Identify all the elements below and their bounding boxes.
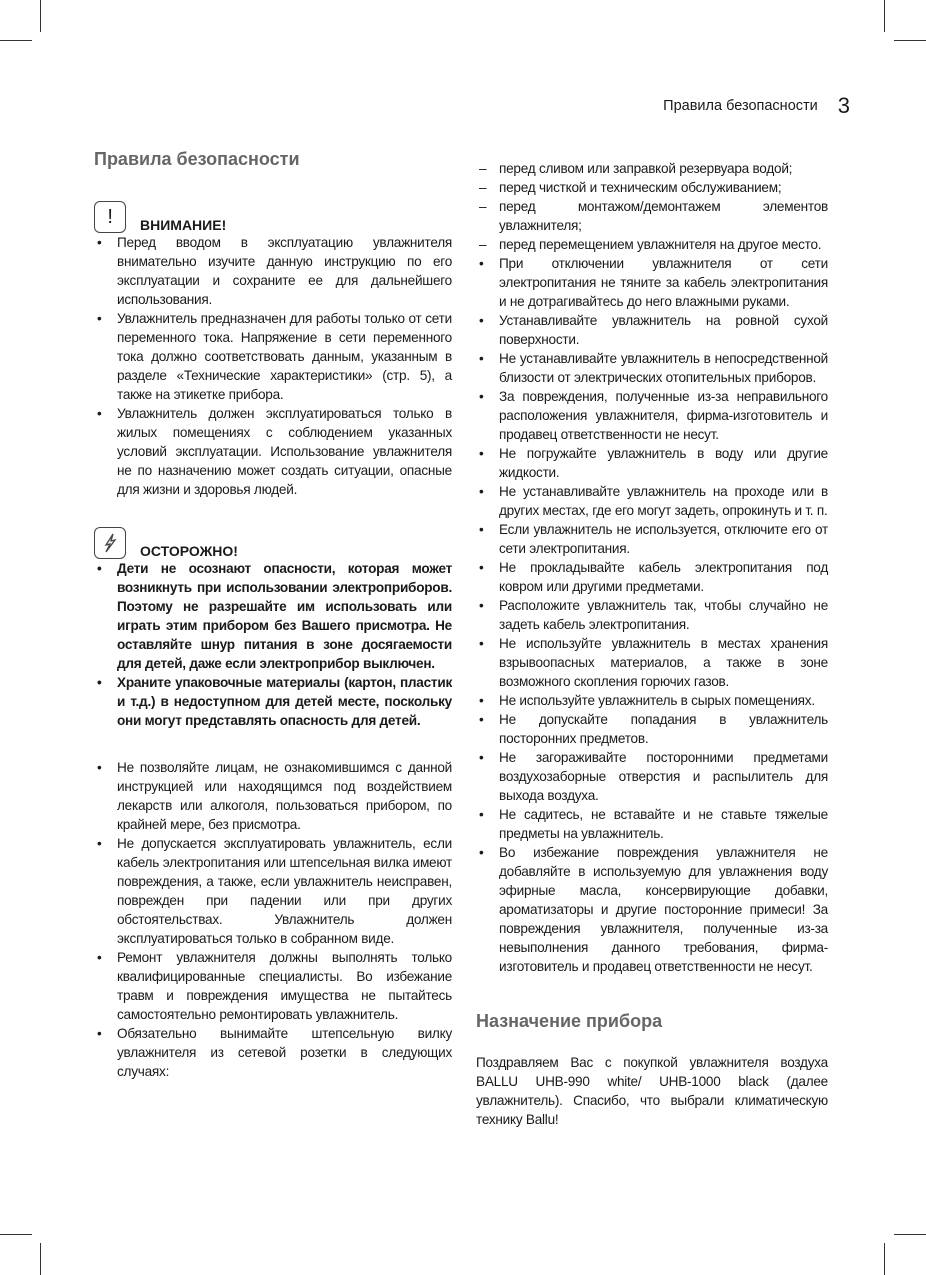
list-item: – перед монтажом/демонтажем элементов увлажнителя; xyxy=(479,199,828,233)
dash-list xyxy=(476,159,828,254)
list-item: • Не устанавливайте увлажнитель на проходе или в других местах, где его могут задеть, опрокинуть и т. п. xyxy=(479,484,828,518)
attention-label: ВНИМАНИЕ! xyxy=(140,217,227,233)
list-item: • Увлажнитель предназначен для работы только от сети переменного тока. Напряжение в сети переменного тока должно соответствовать данным, указанным в разделе «Технические характеристики» (стр. 5), а также на этикетке прибора. xyxy=(97,311,452,402)
list-item: • Ремонт увлажнителя должны выполнять только квалифицированные специалисты. Во избежание травм и повреждения имущества не пытайтесь самостоятельно ремонтировать увлажнитель. xyxy=(97,950,452,1022)
right-column xyxy=(476,159,828,1129)
caution-label: ОСТОРОЖНО! xyxy=(140,543,238,559)
list-item: • Не садитесь, не вставайте и не ставьте тяжелые предметы на увлажнитель. xyxy=(479,807,828,841)
list-item: – перед чисткой и техническим обслуживанием; xyxy=(479,180,782,195)
crop-mark xyxy=(894,40,926,41)
list-item: • Перед вводом в эксплуатацию увлажнителя внимательно изучите данную инструкцию по его эксплуатации и сохраните ее для дальнейшего использования. xyxy=(97,235,452,307)
attention-block xyxy=(94,195,452,233)
list-item: • Не позволяйте лицам, не ознакомившимся с данной инструкцией или находящимся под воздействием лекарств или алкоголя, пользоваться прибором, по крайней мере, без присмотра. xyxy=(97,760,452,832)
list-item: • Не используйте увлажнитель в сырых помещениях. xyxy=(479,693,815,708)
list-item: • Обязательно вынимайте штепсельную вилку увлажнителя из сетевой розетки в следующих случаях: xyxy=(97,1026,452,1079)
left-column xyxy=(94,150,452,1081)
list-item: • Во избежание повреждения увлажнителя не добавляйте в используемую для увлажнения воду эфирные масла, консервирующие добавки, ароматизаторы и другие посторонние примеси! За повреждения увлажнителя, полученные из-за невыполнения данного требования, фирма-изготовитель и продавец ответственности не несут. xyxy=(479,845,828,974)
running-header xyxy=(600,94,850,118)
header-title: Правила безопасности xyxy=(663,98,818,114)
crop-mark xyxy=(40,1243,41,1275)
caution-block xyxy=(94,521,452,559)
safety-list-continued xyxy=(476,254,828,976)
crop-mark xyxy=(894,1234,926,1235)
page-number: 3 xyxy=(837,93,850,118)
list-item: • Не загораживайте посторонними предметами воздухозаборные отверстия и распылитель для выхода воздуха. xyxy=(479,750,828,803)
purpose-heading: Назначение прибора xyxy=(476,1011,663,1031)
list-item: • За повреждения, полученные из-за неправильного расположения увлажнителя, фирма-изготовитель и продавец ответственности не несут. xyxy=(479,389,828,442)
exclamation-icon: ! xyxy=(94,201,126,233)
crop-mark xyxy=(0,40,32,41)
list-item: • Не допускается эксплуатировать увлажнитель, если кабель электропитания или штепсельная вилка имеют повреждения, а также, если увлажнитель неисправен, поврежден при падении или при других обстоятельствах. Увлажнитель должен эксплуатироваться только в собранном виде. xyxy=(97,836,452,946)
list-item: • Не погружайте увлажнитель в воду или другие жидкости. xyxy=(479,446,828,480)
list-item: • Не используйте увлажнитель в местах хранения взрывоопасных материалов, а также в зоне возможного скопления горючих газов. xyxy=(479,636,828,689)
safety-list xyxy=(94,758,452,1081)
list-item: • Храните упаковочные материалы (картон, пластик и т.д.) в недоступном для детей месте, поскольку они могут представлять опасность для детей. xyxy=(97,675,452,728)
list-item: • Увлажнитель должен эксплуатироваться только в жилых помещениях с соблюдением указанных условий эксплуатации. Использование увлажнителя не по назначению может создать ситуации, опасные для жизни и здоровья людей. xyxy=(97,406,452,497)
purpose-text: Поздравляем Вас с покупкой увлажнителя воздуха BALLU UHB-990 white/ UHB-1000 black (далее увлажнитель). Спасибо, что выбрали климатическую технику Ballu! xyxy=(476,1055,828,1127)
list-item: • При отключении увлажнителя от сети электропитания не тяните за кабель электропитания и не дотрагивайтесь до него влажными руками. xyxy=(479,256,828,309)
attention-list xyxy=(94,233,452,499)
crop-mark xyxy=(0,1234,32,1235)
list-item: • Расположите увлажнитель так, чтобы случайно не задеть кабель электропитания. xyxy=(479,598,828,632)
section-heading: Правила безопасности xyxy=(94,149,300,169)
lightning-icon xyxy=(94,527,126,559)
list-item: • Устанавливайте увлажнитель на ровной сухой поверхности. xyxy=(479,313,828,347)
caution-list xyxy=(94,559,452,730)
list-item: • Дети не осознают опасности, которая может возникнуть при использовании электроприборов. Поэтому не разрешайте им использовать или играть этим прибором без Вашего присмотра. Не оставляйте шнур питания в зоне досягаемости для детей, даже если электроприбор выключен. xyxy=(97,561,452,671)
list-item: • Не устанавливайте увлажнитель в непосредственной близости от электрических отопительных приборов. xyxy=(479,351,828,385)
list-item: • Не допускайте попадания в увлажнитель посторонних предметов. xyxy=(479,712,828,746)
list-item: • Не прокладывайте кабель электропитания под ковром или другими предметами. xyxy=(479,560,828,594)
list-item: – перед сливом или заправкой резервуара водой; xyxy=(479,161,793,176)
crop-mark xyxy=(40,0,41,32)
crop-mark xyxy=(884,1243,885,1275)
list-item: • Если увлажнитель не используется, отключите его от сети электропитания. xyxy=(479,522,828,556)
crop-mark xyxy=(884,0,885,32)
list-item: – перед перемещением увлажнителя на другое место. xyxy=(479,237,822,252)
